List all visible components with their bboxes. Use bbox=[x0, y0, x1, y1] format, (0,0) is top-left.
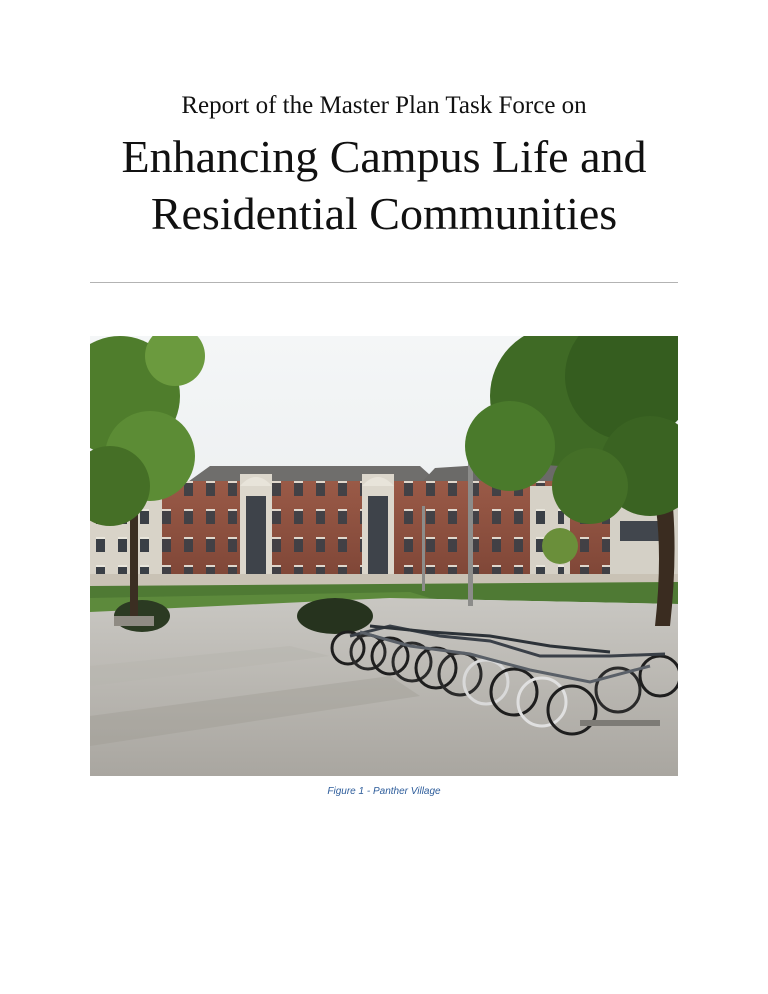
report-subtitle: Report of the Master Plan Task Force on bbox=[181, 92, 587, 119]
campus-photo-illustration bbox=[90, 336, 678, 776]
campus-photo bbox=[90, 336, 678, 776]
shrub-center bbox=[297, 598, 373, 634]
title-line-2: Residential Communities bbox=[150, 188, 618, 239]
horizontal-divider bbox=[90, 282, 678, 283]
figure-caption: Figure 1 - Panther Village bbox=[327, 786, 441, 797]
title-line-1: Enhancing Campus Life and bbox=[121, 131, 647, 182]
report-title bbox=[0, 128, 768, 242]
